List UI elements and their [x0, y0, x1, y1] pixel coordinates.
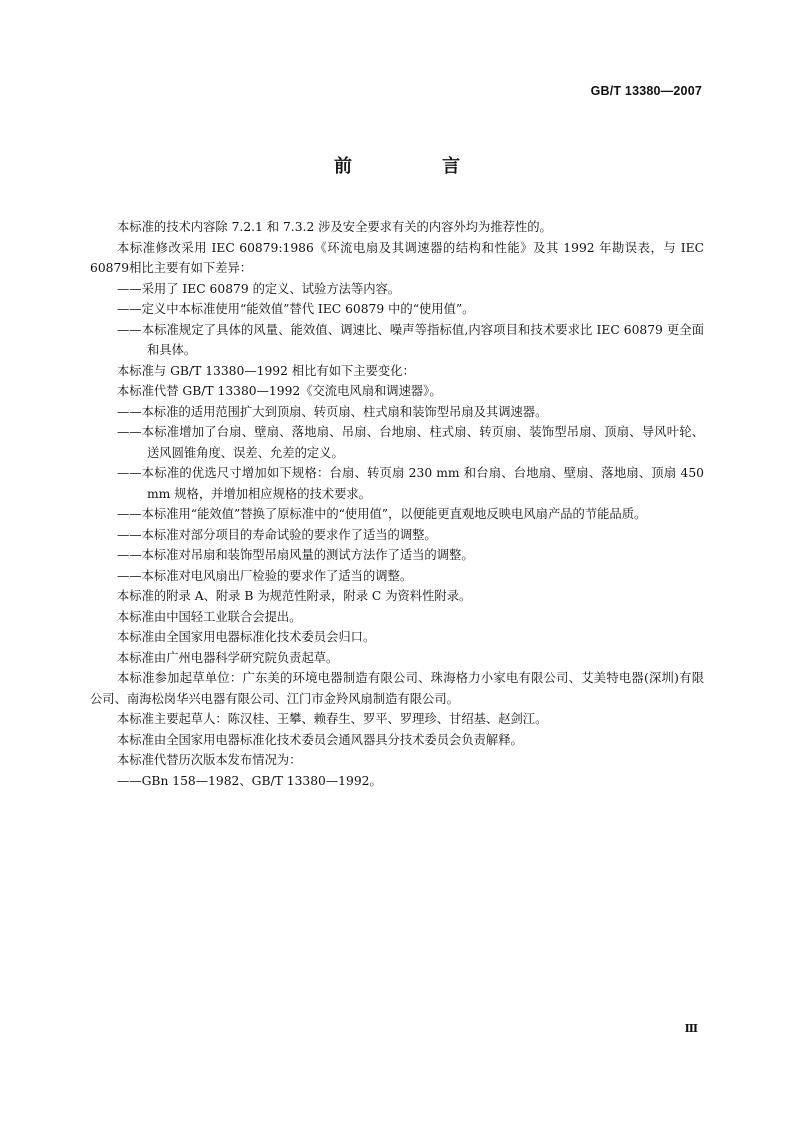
dash-item: ——本标准对部分项目的寿命试验的要求作了适当的调整。: [117, 527, 437, 542]
paragraph: 本标准的附录 A、附录 B 为规范性附录，附录 C 为资料性附录。: [117, 589, 472, 603]
paragraph: 本标准由全国家用电器标准化技术委员会通风器具分技术委员会负责解释。: [117, 732, 523, 747]
paragraph: 本标准由广州电器科学研究院负责起草。: [117, 650, 339, 665]
dash-item: ——本标准的适用范围扩大到顶扇、转页扇、柱式扇和装饰型吊扇及其调速器。: [117, 404, 548, 419]
paragraph: 本标准参加起草单位：广东美的环境电器制造有限公司、珠海格力小家电有限公司、艾美特电器(深圳)有限公司、南海松岗华兴电器有限公司、江门市金羚风扇制造有限公司。: [90, 671, 704, 706]
dash-item: ——本标准规定了具体的风量、能效值、调速比、噪声等指标值,内容项目和技术要求比 IEC 60879 更全面和具体。: [117, 322, 704, 357]
paragraph: 本标准修改采用 IEC 60879:1986《环流电扇及其调速器的结构和性能》及其 1992 年勘误表，与 IEC 60879相比主要有如下差异：: [90, 240, 704, 275]
foreword-body: [90, 217, 704, 791]
dash-item: ——GBn 158—1982、GB/T 13380—1992。: [117, 773, 382, 788]
standard-code: GB/T 13380—2007: [590, 84, 702, 98]
paragraph: 本标准的技术内容除 7.2.1 和 7.3.2 涉及安全要求有关的内容外均为推荐性的。: [117, 220, 552, 234]
dash-item: ——本标准用“能效值”替换了原标准中的“使用值”，以便能更直观地反映电风扇产品的节能品质。: [117, 507, 647, 521]
paragraph: 本标准由全国家用电器标准化技术委员会归口。: [117, 630, 376, 644]
dash-item: ——本标准对吊扇和装饰型吊扇风量的测试方法作了适当的调整。: [117, 548, 474, 562]
paragraph: 本标准代替历次版本发布情况为：: [117, 753, 302, 767]
dash-item: ——本标准的优选尺寸增加如下规格：台扇、转页扇 230 mm 和台扇、台地扇、壁扇、落地扇、顶扇 450 mm 规格，并增加相应规格的技术要求。: [117, 466, 704, 501]
paragraph: 本标准代替 GB/T 13380—1992《交流电风扇和调速器》。: [117, 384, 442, 398]
dash-item: ——本标准增加了台扇、壁扇、落地扇、吊扇、台地扇、柱式扇、转页扇、装饰型吊扇、顶扇、导风叶轮、送风圆锥角度、误差、允差的定义。: [117, 425, 704, 460]
dash-item: ——采用了 IEC 60879 的定义、试验方法等内容。: [117, 281, 401, 296]
page-title: 前 言: [334, 156, 496, 177]
dash-item: ——本标准对电风扇出厂检验的要求作了适当的调整。: [117, 568, 413, 583]
paragraph: 本标准与 GB/T 13380—1992 相比有如下主要变化：: [117, 363, 415, 378]
paragraph: 本标准主要起草人：陈汉桂、王攀、赖春生、罗平、罗理珍、甘绍基、赵剑江。: [117, 712, 548, 726]
dash-item: ——定义中本标准使用“能效值”替代 IEC 60879 中的“使用值”。: [117, 302, 475, 316]
page-number: Ⅲ: [684, 1022, 698, 1035]
paragraph: 本标准由中国轻工业联合会提出。: [117, 609, 302, 624]
